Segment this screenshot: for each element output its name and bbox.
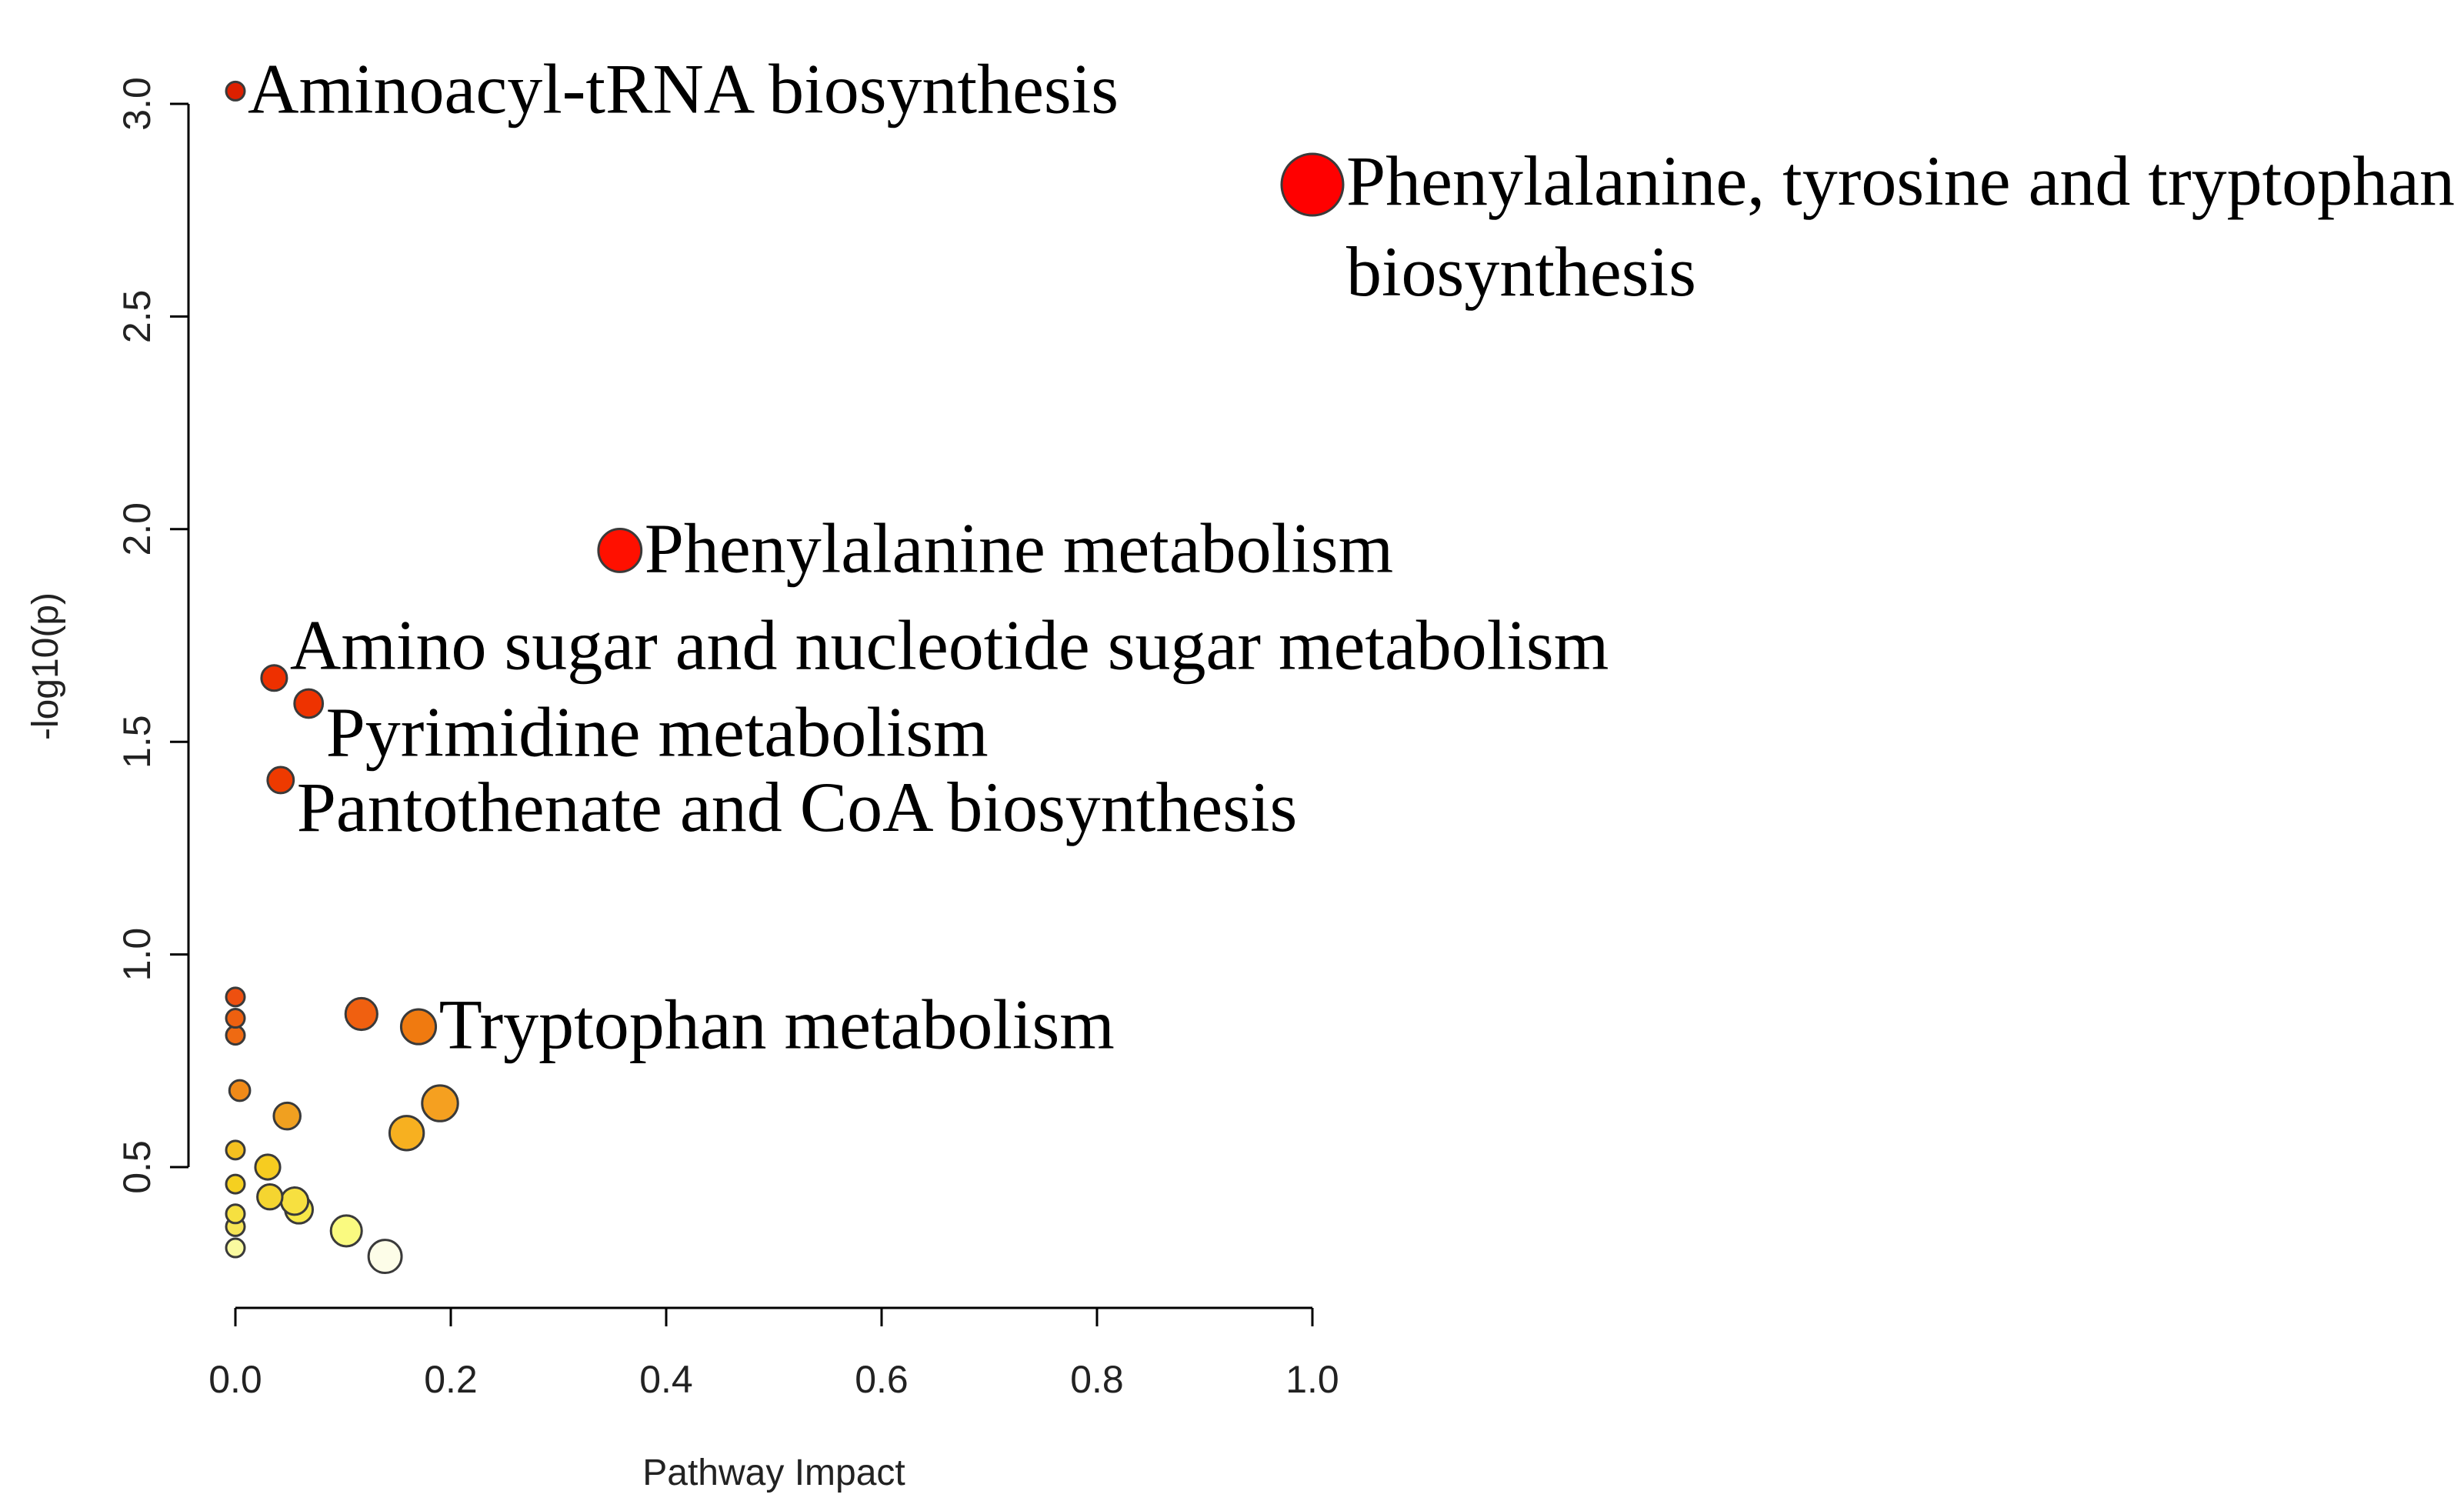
x-axis-title: Pathway Impact — [642, 1453, 905, 1493]
data-point — [262, 665, 287, 691]
point-label: Amino sugar and nucleotide sugar metabolism — [289, 605, 1609, 685]
x-tick-label: 0.4 — [639, 1358, 693, 1401]
data-point — [268, 767, 294, 793]
data-point — [226, 1205, 245, 1223]
x-tick-label: 0.0 — [208, 1358, 262, 1401]
data-point — [226, 1141, 245, 1159]
point-label: Aminoacyl-tRNA biosynthesis — [248, 49, 1119, 128]
data-point — [226, 1009, 245, 1028]
data-point — [401, 1009, 435, 1044]
data-point — [389, 1116, 423, 1150]
data-point — [226, 1175, 245, 1193]
point-label: Pantothenate and CoA biosynthesis — [296, 767, 1298, 846]
data-point — [295, 689, 323, 718]
x-tick-label: 1.0 — [1285, 1358, 1339, 1401]
x-tick-label: 0.6 — [855, 1358, 909, 1401]
point-label: Pyrimidine metabolism — [325, 692, 989, 772]
data-point — [368, 1240, 402, 1273]
x-tick-label: 0.2 — [424, 1358, 478, 1401]
data-point — [422, 1086, 458, 1121]
data-point — [226, 988, 245, 1006]
y-tick-label: 1.5 — [115, 715, 158, 769]
point-labels — [248, 49, 2455, 1063]
x-tick-label: 0.8 — [1070, 1358, 1124, 1401]
x-axis-ticks — [208, 1308, 1339, 1401]
y-tick-label: 2.5 — [115, 289, 158, 344]
data-point — [226, 82, 245, 100]
data-point — [226, 1026, 245, 1045]
data-point — [255, 1155, 280, 1179]
y-tick-label: 1.0 — [115, 927, 158, 982]
y-tick-label: 0.5 — [115, 1140, 158, 1194]
data-point — [229, 1080, 250, 1101]
data-point — [345, 998, 377, 1029]
data-point — [274, 1102, 301, 1129]
data-point — [331, 1216, 362, 1246]
point-label: Tryptophan metabolism — [438, 985, 1115, 1064]
y-tick-label: 2.0 — [115, 502, 158, 556]
data-point — [598, 529, 642, 572]
data-point — [1282, 154, 1343, 215]
point-label: Phenylalanine, tyrosine and tryptophan biosynthesis — [1346, 142, 2456, 312]
data-point — [281, 1188, 308, 1215]
point-label: Phenylalanine metabolism — [644, 509, 1394, 588]
y-axis-title: -log10(p) — [25, 592, 66, 741]
data-point — [226, 1239, 245, 1257]
y-tick-label: 3.0 — [115, 77, 158, 131]
data-point — [258, 1184, 282, 1209]
y-axis-ticks — [115, 77, 188, 1194]
